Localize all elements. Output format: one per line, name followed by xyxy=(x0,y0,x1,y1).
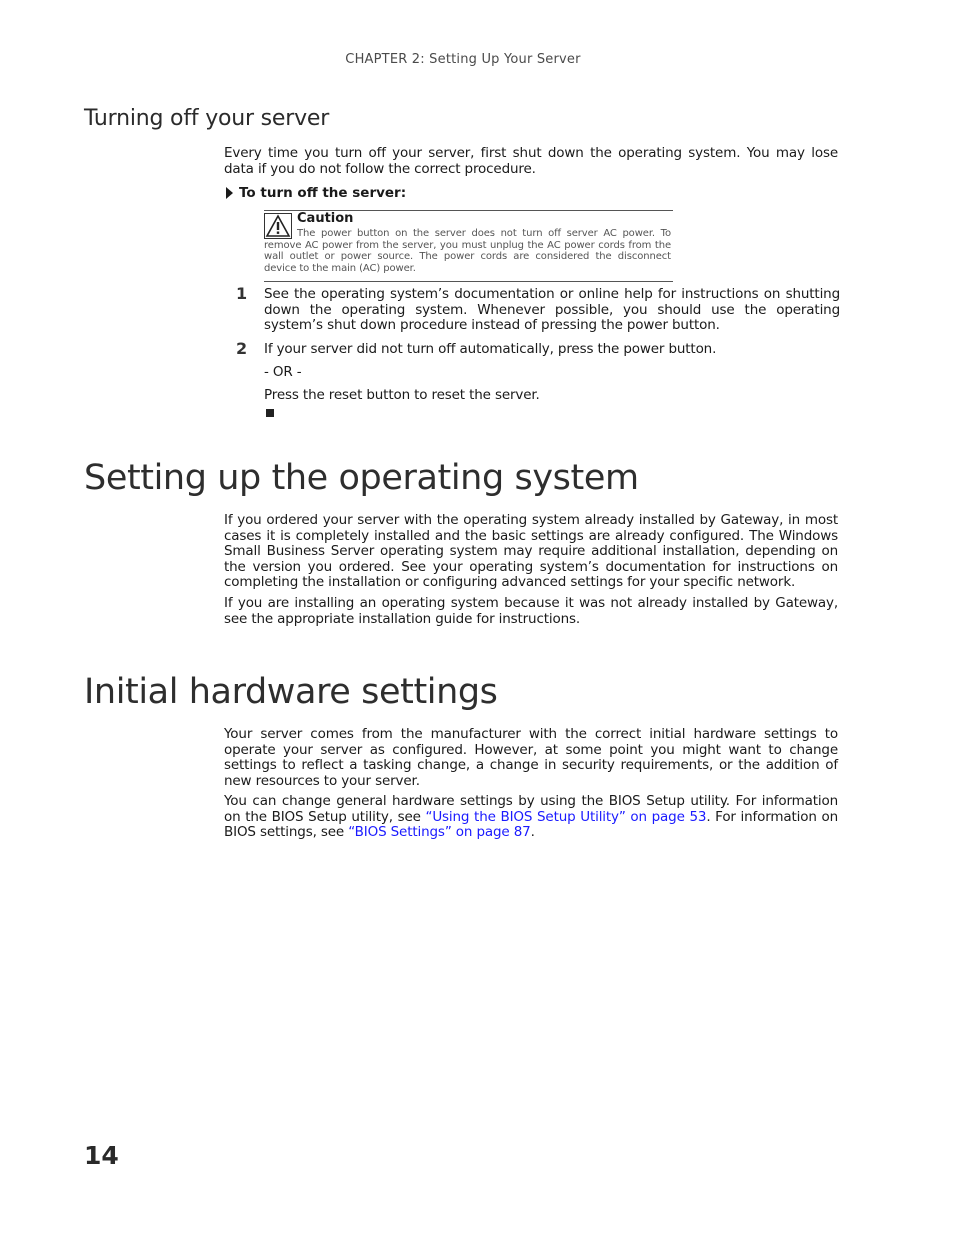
os-paragraph-2: If you are installing an operating system because it was not already installed by Gateway, see the appropriate installation guide for instructions. xyxy=(224,595,838,627)
turn-off-intro: Every time you turn off your server, first shut down the operating system. You may lose data if you do not follow the correct procedure. xyxy=(224,145,838,177)
hardware-text-a: You can change general hardware settings by using the BIOS Setup utility. For information on the BIOS Setup utility, see xyxy=(224,793,838,825)
procedure-arrow-icon xyxy=(226,187,233,199)
procedure-heading xyxy=(226,185,406,201)
bios-setup-link[interactable]: “Using the BIOS Setup Utility” on page 53 xyxy=(425,808,707,825)
step-text: If your server did not turn off automatically, press the power button. xyxy=(264,341,717,357)
step-number: 1 xyxy=(236,284,248,303)
section-title-hardware: Initial hardware settings xyxy=(84,672,498,712)
caution-text: The power button on the server does not turn off server AC power. To remove AC power from the server, you must unplug the AC power cords from the wall outlet or power source. The power cords are considered the disconnect device to the main (AC) power. xyxy=(264,228,671,274)
section-title-turn-off: Turning off your server xyxy=(84,106,330,131)
hardware-paragraph-2 xyxy=(224,794,838,841)
hardware-paragraph-1: Your server comes from the manufacturer with the correct initial hardware settings to operate your server as configured. However, at some point you might want to change settings to reflect a tasking change, a change in security requirements, or the addition of new resources to your server. xyxy=(224,726,838,789)
caution-title: Caution xyxy=(297,211,354,226)
os-paragraph-1: If you ordered your server with the operating system already installed by Gateway, in most cases it is completely installed and the basic settings are already configured. The Windows Small Business Server operating system may require additional installation, depending on the version you ordered. See your operating system’s documentation for instructions on completing the installation or configuring advanced settings for your specific network. xyxy=(224,512,838,590)
section-title-os: Setting up the operating system xyxy=(84,458,639,498)
page-number: 14 xyxy=(84,1141,119,1170)
reset-text: Press the reset button to reset the server. xyxy=(264,387,540,403)
bios-settings-link[interactable]: “BIOS Settings” on page 87 xyxy=(348,824,531,840)
step-text: See the operating system’s documentation or online help for instructions on shutting down the operating system. Whenever possible, you should use the operating system’s shut down procedure instead of pressing the power button. xyxy=(264,286,840,333)
step-number: 2 xyxy=(236,339,248,358)
hardware-text-b: . For information on BIOS settings, see xyxy=(224,808,839,840)
running-header: CHAPTER 2: Setting Up Your Server xyxy=(345,52,581,67)
procedure-title: To turn off the server: xyxy=(239,185,407,201)
caution-box xyxy=(264,210,673,282)
procedure-end-mark xyxy=(266,409,274,417)
hardware-text-c: . xyxy=(530,824,535,840)
or-separator: - OR - xyxy=(264,364,302,380)
